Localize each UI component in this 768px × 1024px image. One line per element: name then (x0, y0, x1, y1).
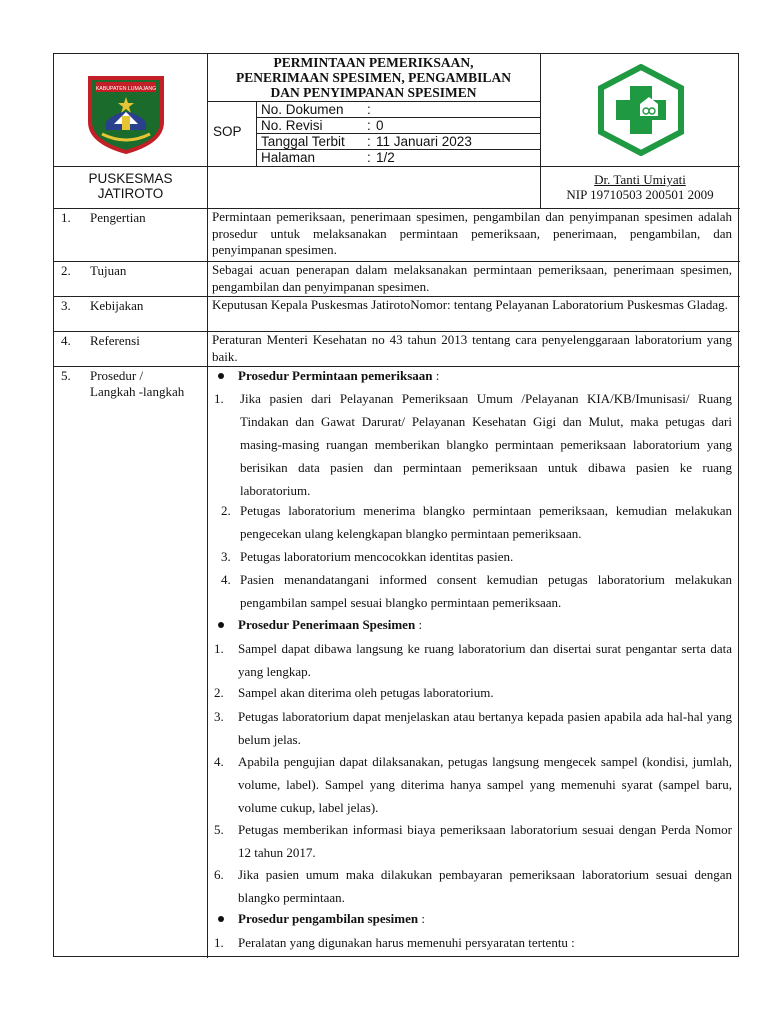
list-item: 1. Sampel dapat dibawa langsung ke ruang laboratorium dan disertai surat pengantar serta data yang lengkap. (214, 641, 732, 679)
signer-block (540, 172, 740, 202)
title-line-2: PENERIMAAN SPESIMEN, PENGAMBILAN (236, 70, 511, 85)
section-label-line-2: Langkah -langkah (90, 384, 185, 399)
org-line-1: PUSKESMAS (88, 171, 173, 186)
meta-sep: : (367, 118, 371, 133)
signer-name: Dr. Tanti Umiyati (594, 172, 686, 187)
meta-label-document-number: No. Dokumen (261, 102, 344, 117)
meta-sep: : (367, 150, 371, 165)
meta-sep: : (367, 102, 371, 117)
section-number: 2. (61, 263, 71, 278)
section-label-tujuan: Tujuan (90, 263, 127, 278)
meta-sep: : (367, 134, 371, 149)
section-label-prosedur (90, 368, 184, 400)
list-item: 6. Jika pasien umum maka dilakukan pembayaran pemeriksaan laboratorium sesuai dengan blangko permintaan. (214, 867, 732, 905)
lumajang-emblem-logo (84, 72, 168, 161)
puskesmas-logo (596, 64, 686, 161)
meta-label-revision: No. Revisi (261, 118, 323, 133)
title-line-1: PERMINTAAN PEMERIKSAAN, (273, 55, 474, 70)
section-text-tujuan: Sebagai acuan penerapan dalam melaksanakan permintaan pemeriksaan, penerimaan spesimen, pengambilan dan penyimpanan spesimen. (212, 262, 732, 294)
section-label-kebijakan: Kebijakan (90, 298, 144, 313)
org-line-2: JATIROTO (97, 186, 164, 201)
left-column-divider (207, 54, 208, 958)
section-number: 1. (61, 210, 71, 225)
bullet-dot-icon (218, 916, 224, 922)
signer-nip: NIP 19710503 200501 2009 (566, 187, 714, 202)
meta-value-revision: 0 (376, 118, 384, 133)
svg-text:KABUPATEN LUMAJANG: KABUPATEN LUMAJANG (95, 86, 157, 92)
meta-label-page: Halaman (261, 150, 316, 165)
section-label-line-1: Prosedur / (90, 368, 144, 383)
procedure-heading-pengambilan: Prosedur pengambilan spesimen : (218, 911, 425, 927)
section-number: 3. (61, 298, 71, 313)
list-item: 3. Petugas laboratorium mencocokkan identitas pasien. (221, 549, 514, 564)
list-item: 4. Pasien menandatangani informed consent kemudian petugas laboratorium melakukan pengambilan sampel sesuai blangko permintaan pemeriksaan. (221, 572, 732, 610)
list-item: 4. Apabila pengujian dapat dilaksanakan, petugas langsung mengecek sampel (kondisi, jumlah, volume, label). Sampel yang diterima hanya sampel yang memenuhi syarat (sampel baru, volume cukup, label jelas). (214, 754, 732, 815)
list-item: 1. Peralatan yang digunakan harus memenuhi persyaratan tertentu : (214, 935, 575, 950)
title-line-3: DAN PENYIMPANAN SPESIMEN (270, 85, 477, 100)
list-item: 3. Petugas laboratorium dapat menjelaskan atau bertanya kepada pasien apabila ada hal-hal yang belum jelas. (214, 709, 732, 747)
list-item: 2. Petugas laboratorium menerima blangko permintaan pemeriksaan, kemudian melakukan pengecekan ulang kelengkapan blangko permintaan pemeriksaan. (221, 503, 732, 541)
org-name (54, 171, 207, 201)
bullet-dot-icon (218, 373, 224, 379)
bullet-dot-icon (218, 622, 224, 628)
section-text-kebijakan: Keputusan Kepala Puskesmas JatirotoNomor: tentang Pelayanan Laboratorium Puskesmas Gladag. (212, 297, 728, 312)
sop-label: SOP (213, 124, 242, 139)
meta-label-issue-date: Tanggal Terbit (261, 134, 345, 149)
meta-value-page: 1/2 (376, 150, 395, 165)
section-number: 4. (61, 333, 71, 348)
list-item: 1. Jika pasien dari Pelayanan Pemeriksaan Umum /Pelayanan KIA/KB/Imunisasi/ Ruang Tindakan dan Gawat Darurat/ Pelayanan Kesehatan Gigi dan Mulut, maka petugas dari masing-masing ruangan memberikan blangko permintaan pemeriksaan laboratorium yang berisikan data pasien dan permintaan pemeriksaan untuk dibawa pasien ke ruang laboratorium. (214, 391, 732, 498)
procedure-heading-permintaan: Prosedur Permintaan pemeriksaan : (218, 368, 439, 384)
section-label-pengertian: Pengertian (90, 210, 146, 225)
section-text-referensi: Peraturan Menteri Kesehatan no 43 tahun 2013 tentang cara penyelenggaraan laboratorium yang baik. (212, 332, 732, 364)
procedure-heading-penerimaan: Prosedur Penerimaan Spesimen : (218, 617, 422, 633)
meta-value-issue-date: 11 Januari 2023 (376, 134, 472, 149)
section-number: 5. (61, 368, 71, 383)
sop-document (53, 53, 739, 957)
list-item: 2. Sampel akan diterima oleh petugas laboratorium. (214, 685, 494, 700)
list-item: 5. Petugas memberikan informasi biaya pemeriksaan laboratorium sesuai dengan Perda Nomor 12 tahun 2017. (214, 822, 732, 860)
section-label-referensi: Referensi (90, 333, 140, 348)
section-divider-4 (54, 366, 740, 367)
document-title (207, 54, 540, 100)
section-text-pengertian: Permintaan pemeriksaan, penerimaan spesimen, pengambilan dan penyimpanan spesimen adalah prosedur untuk melaksanakan permintaan pemeriksaan, penerimaan, pengambilan, dan penyimpanan spesimen. (212, 209, 732, 257)
header-divider (54, 166, 740, 167)
